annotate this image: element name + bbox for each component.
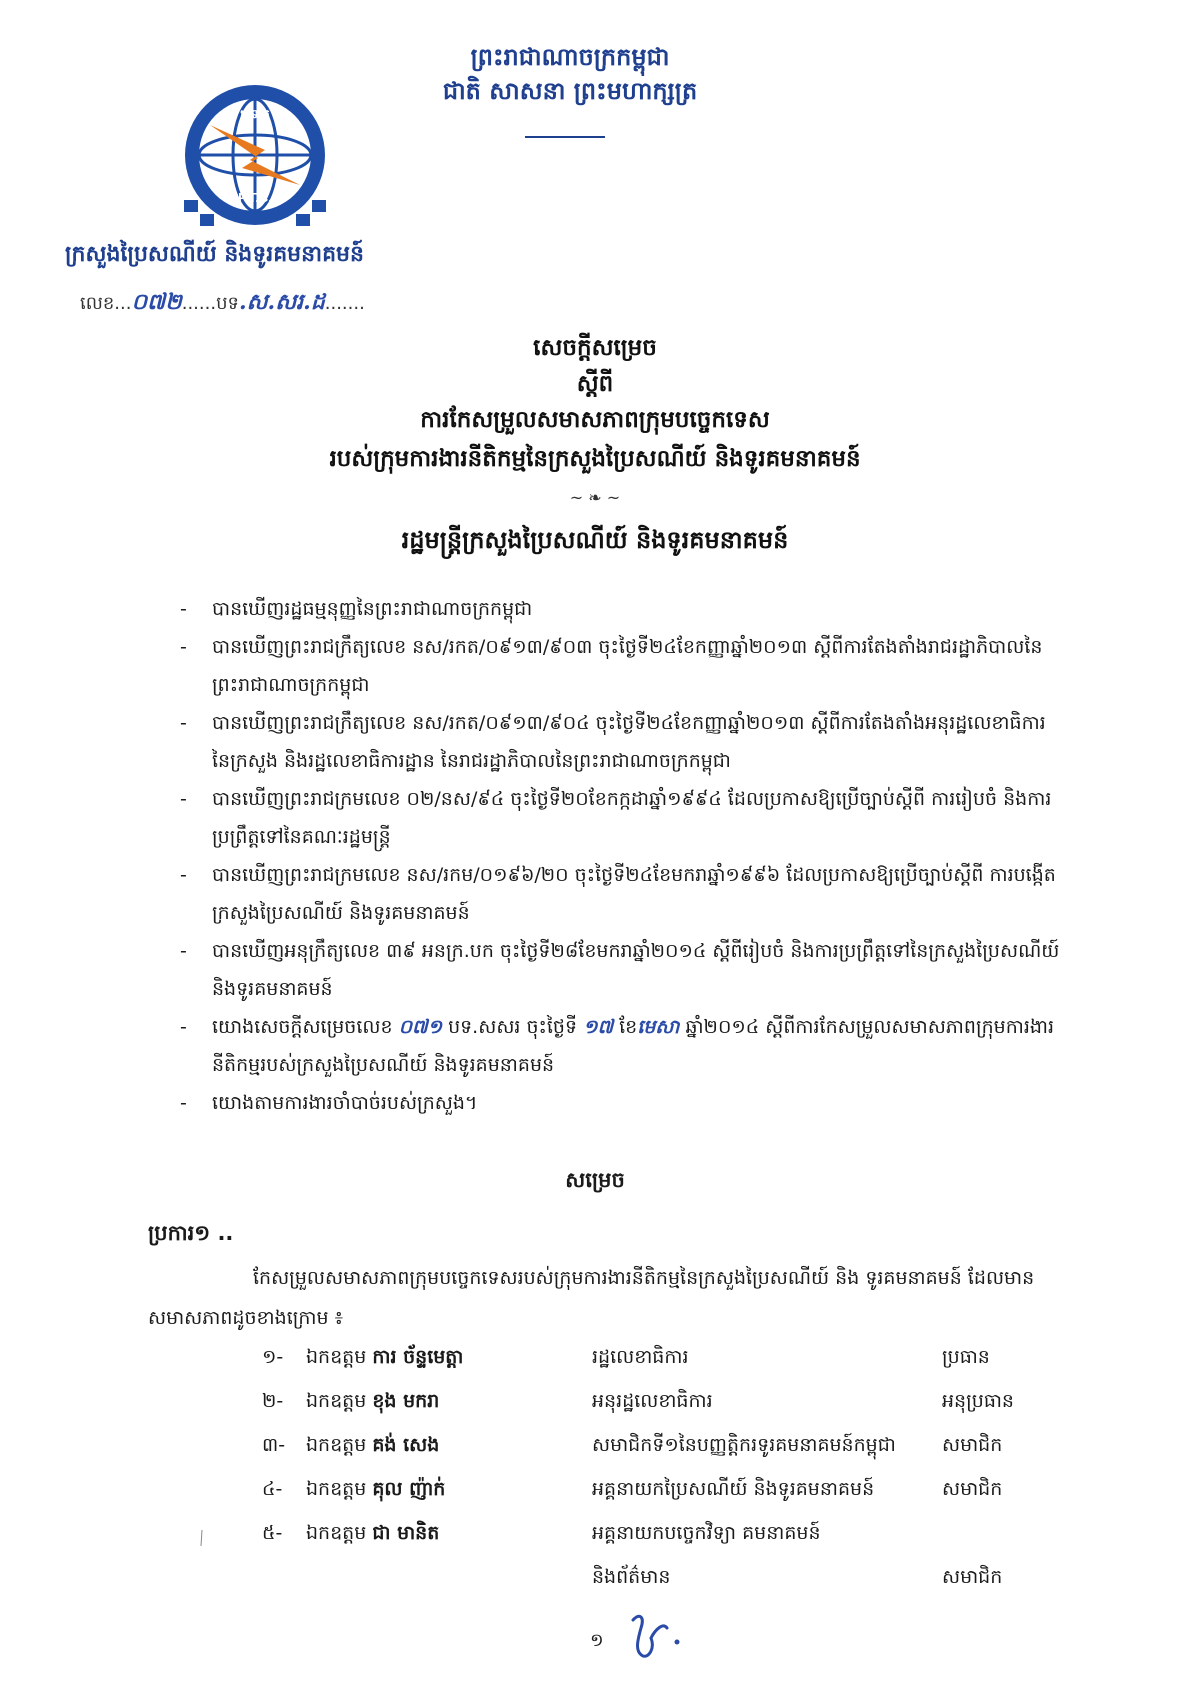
consideration-item: - បានឃើញព្រះរាជក្រមលេខ នស/រកម/០១៩៦/២០ ចុះថ្ងៃទី២៤ខែមករាឆ្នាំ១៩៩៦ ដែលប្រកាសឱ្យប្រើច្បាប់ស្តីពី ការបង្កើតក្រសួងប្រៃសណីយ៍ និងទូរគមនាគមន៍ [180, 864, 1056, 924]
consideration-item: - បានឃើញរដ្ឋធម្មនុញ្ញនៃព្រះរាជាណាចក្រកម្ពុជា [180, 598, 533, 620]
member-name: គង់ សេង [372, 1434, 440, 1456]
handwritten-month: មេសា [637, 1016, 680, 1038]
kingdom-title: ព្រះរាជាណាចក្រកម្ពុជា [470, 43, 670, 71]
ornament-divider: ~ ❧ ~ [569, 488, 621, 507]
decision-subject-line1: ការកែសម្រួលសមាសភាពក្រុមបច្ចេកទេស [420, 407, 770, 433]
article-1-text: កែសម្រួលសមាសភាពក្រុមបច្ចេកទេសរបស់ក្រុមការងារនីតិកម្មនៃក្រសួងប្រៃសណីយ៍ និង ទូរគមនាគមន៍ ដែលមានសមាសភាពដូចខាងក្រោម ៖ [148, 1267, 1035, 1329]
member-row: ៤- ឯកឧត្តម គុល ញ៉ាក់ អគ្គនាយកប្រៃសណីយ៍ និងទូរគមនាគមន៍ សមាជិក [262, 1478, 1003, 1500]
decision-subject-label: ស្តីពី [576, 371, 614, 397]
page-number: ១ [590, 1630, 604, 1651]
logo-top-text: ប.ទ.គ [240, 107, 270, 121]
ref-code-label: បទ [216, 293, 239, 314]
kingdom-header [400, 40, 740, 108]
kingdom-motto: ជាតិ សាសនា ព្រះមហាក្សត្រ [442, 77, 698, 105]
member-row: ២- ឯកឧត្តម ខុង មករា អនុរដ្ឋលេខាធិការ អនុប្រធាន [262, 1390, 1014, 1412]
ministry-logo [180, 80, 330, 230]
consideration-item: - បានឃើញអនុក្រឹត្យលេខ ៣៩ អនក្រ.បក ចុះថ្ងៃទី២៨ខែមករាឆ្នាំ២០១៤ ស្តីពីរៀបចំ និងការប្រព្រឹត្តទៅនៃក្រសួងប្រៃសណីយ៍ និងទូរគមនាគមន៍ [180, 940, 1060, 1000]
handwritten-decision-number: ០៧១ [398, 1016, 443, 1038]
member-name: ការ ច័ន្ទមេត្តា [372, 1346, 464, 1368]
member-name: ជា មានិត [372, 1522, 440, 1544]
ref-label: លេខ [80, 293, 115, 314]
member-name: គុល ញ៉ាក់ [372, 1478, 446, 1500]
consideration-item: - បានឃើញព្រះរាជក្រឹត្យលេខ នស/រកត/០៩១៣/៩០៤ ចុះថ្ងៃទី២៤ខែកញ្ញាឆ្នាំ២០១៣ ស្តីពីការតែងតាំងអនុរដ្ឋលេខាធិការនៃក្រសួង និងរដ្ឋលេខាធិការដ្ឋាន នៃរាជរដ្ឋាភិបាលនៃព្រះរាជាណាចក្រកម្ពុជា [180, 712, 1046, 772]
member-row: ៥- ឯកឧត្តម ជា មានិត អគ្គនាយកបច្ចេកវិទ្យា គមនាគមន៍ និងព័ត៌មាន សមាជិក [262, 1522, 1003, 1588]
handwritten-day: ១៧ [583, 1016, 614, 1038]
ref-code-handwritten: .ស.សរ.ដ [238, 289, 325, 315]
member-name: ខុង មករា [372, 1390, 440, 1412]
consideration-item-handwritten: - យោងសេចក្តីសម្រេចលេខ ០៧១ បទ.សសរ ចុះថ្ងៃទី ១៧ ខែមេសា ឆ្នាំ២០១៤ ស្តីពីការកែសម្រួលសមាសភាពក្រុមការងារនីតិកម្មរបស់ក្រសួងប្រៃសណីយ៍ និងទូរគមនាគមន៍ [180, 1016, 1054, 1076]
article-1-heading: ប្រការ១ .. [148, 1221, 234, 1245]
consideration-item: - យោងតាមការងារចាំបាច់របស់ក្រសួង។ [180, 1092, 478, 1114]
header-divider [525, 136, 605, 138]
scan-mark [200, 1530, 204, 1546]
consideration-item: - បានឃើញព្រះរាជក្រឹត្យលេខ នស/រកត/០៩១៣/៩០៣ ចុះថ្ងៃទី២៤ខែកញ្ញាឆ្នាំ២០១៣ ស្តីពីការតែងតាំងរាជរដ្ឋាភិបាលនៃព្រះរាជាណាចក្រកម្ពុជា [180, 636, 1043, 696]
handwritten-initials-signature [625, 1608, 685, 1663]
decision-subject-line2: របស់ក្រុមការងារនីតិកម្មនៃក្រសួងប្រៃសណីយ៍ និងទូរគមនាគមន៍ [329, 446, 861, 472]
minister-title: រដ្ឋមន្ត្រីក្រសួងប្រៃសណីយ៍ និងទូរគមនាគមន៍ [401, 526, 789, 554]
decision-title: សេចក្តីសម្រេច [533, 335, 657, 361]
considerations-list [180, 590, 1060, 1122]
member-table [262, 1345, 1062, 1609]
ref-number-handwritten: ០៧២ [131, 289, 182, 315]
member-row: ៣- ឯកឧត្តម គង់ សេង សមាជិកទី១នៃបញ្ញត្តិករទូរគមនាគមន៍កម្ពុជា សមាជិក [262, 1434, 1003, 1456]
ministry-name: ក្រសួងប្រៃសណីយ៍ និងទូរគមនាគមន៍ [65, 242, 364, 267]
decide-heading: សម្រេច [565, 1168, 625, 1192]
consideration-item: - បានឃើញព្រះរាជក្រមលេខ ០២/នស/៩៤ ចុះថ្ងៃទី២០ខែកក្កដាឆ្នាំ១៩៩៤ ដែលប្រកាសឱ្យប្រើច្បាប់ស្តីពី ការរៀបចំ និងការប្រព្រឹត្តទៅនៃគណៈរដ្ឋមន្ត្រី [180, 788, 1052, 848]
member-row: ១- ឯកឧត្តម ការ ច័ន្ទមេត្តា រដ្ឋលេខាធិការ ប្រធាន [262, 1346, 990, 1368]
reference-number: លេខ...០៧២......បទ.ស.សរ.ដ....... [80, 289, 365, 315]
logo-bottom-text: P.T.C. [238, 190, 272, 205]
